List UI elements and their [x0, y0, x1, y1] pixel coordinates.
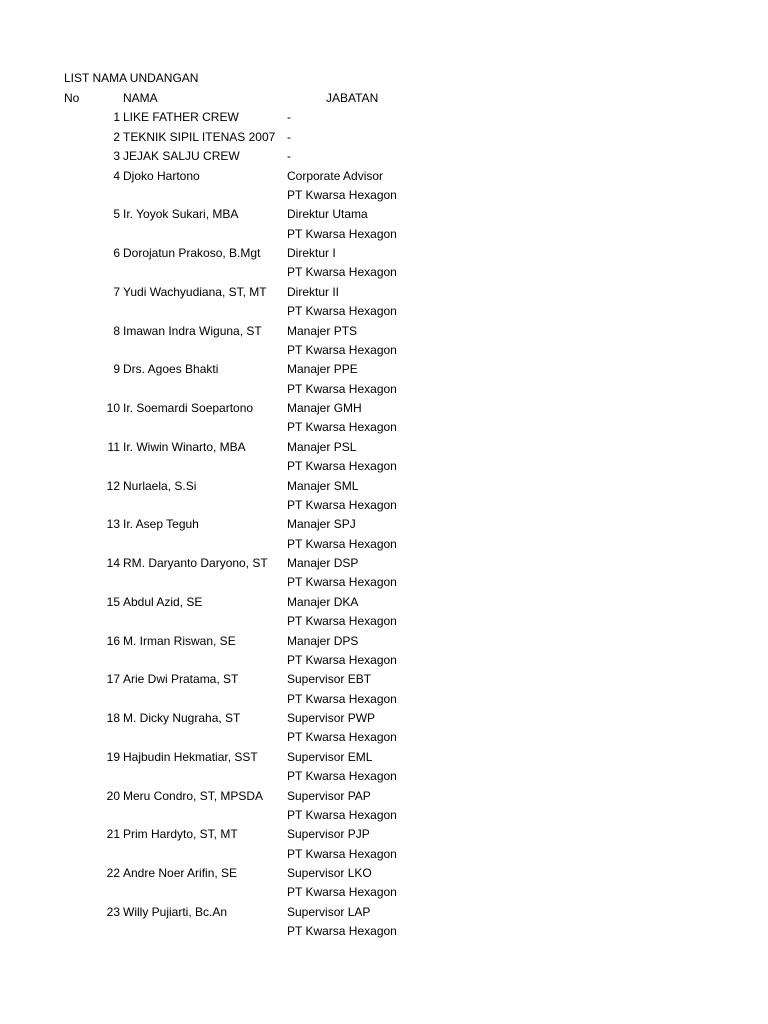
header-nama: NAMA: [123, 91, 158, 105]
row-name: Willy Pujiarti, Bc.An: [123, 904, 228, 919]
row-position: Supervisor PWP: [287, 711, 376, 725]
row-company: PT Kwarsa Hexagon: [287, 730, 397, 745]
list-item: [0, 709, 768, 747]
row-company: PT Kwarsa Hexagon: [287, 652, 397, 667]
list-item: [0, 515, 768, 553]
row-number: 17: [106, 672, 120, 687]
row-position: Direktur Utama: [287, 207, 368, 222]
row-position: Manajer SPJ: [287, 517, 356, 532]
list-item: [0, 477, 768, 515]
row-company: PT Kwarsa Hexagon: [287, 885, 397, 900]
list-item: [0, 360, 768, 398]
row-name: Prim Hardyto, ST, MT: [123, 827, 238, 842]
row-name: JEJAK SALJU CREW: [123, 149, 240, 163]
row-position: Supervisor PAP: [287, 788, 371, 803]
list-item: [0, 283, 768, 321]
list-item: [0, 825, 768, 863]
row-company: PT Kwarsa Hexagon: [287, 304, 397, 319]
row-number: 22: [106, 866, 120, 880]
list-item: [0, 205, 768, 243]
row-name: Meru Condro, ST, MPSDA: [123, 788, 264, 803]
row-name: LIKE FATHER CREW: [123, 110, 239, 124]
header-jabatan: JABATAN: [326, 91, 379, 105]
list-item: [0, 438, 768, 476]
row-number: 21: [106, 827, 120, 842]
row-number: 4: [113, 168, 120, 183]
row-position: Manajer DSP: [287, 556, 359, 570]
row-name: Dorojatun Prakoso, B.Mgt: [123, 246, 261, 260]
row-position: Manajer PTS: [287, 323, 358, 338]
row-position: -: [287, 110, 291, 124]
row-company: PT Kwarsa Hexagon: [287, 575, 397, 590]
row-name: M. Dicky Nugraha, ST: [123, 711, 241, 725]
row-number: 2: [113, 129, 120, 144]
row-position: Manajer GMH: [287, 401, 362, 415]
row-name: Andre Noer Arifin, SE: [123, 866, 238, 880]
row-number: 10: [106, 401, 120, 415]
row-number: 14: [106, 556, 120, 570]
row-company: PT Kwarsa Hexagon: [287, 381, 397, 396]
list-item: [0, 399, 768, 437]
list-item: [0, 864, 768, 902]
row-number: 18: [106, 711, 120, 725]
row-name: Drs. Agoes Bhakti: [123, 362, 219, 377]
row-position: Direktur II: [287, 284, 340, 299]
row-company: PT Kwarsa Hexagon: [287, 187, 397, 202]
row-number: 1: [113, 110, 120, 124]
row-number: 16: [106, 633, 120, 648]
list-item: [0, 554, 768, 592]
row-number: 15: [106, 594, 120, 609]
list-item: [0, 632, 768, 670]
row-position: Supervisor PJP: [287, 827, 370, 842]
row-company: PT Kwarsa Hexagon: [287, 342, 397, 357]
row-number: 20: [106, 788, 120, 803]
row-company: PT Kwarsa Hexagon: [287, 536, 397, 551]
row-name: Arie Dwi Pratama, ST: [123, 672, 239, 687]
row-position: Supervisor LKO: [287, 866, 372, 880]
row-company: PT Kwarsa Hexagon: [287, 497, 397, 512]
row-position: Manajer PPE: [287, 362, 358, 377]
row-company: PT Kwarsa Hexagon: [287, 691, 397, 706]
row-position: Manajer PSL: [287, 439, 357, 454]
row-company: PT Kwarsa Hexagon: [287, 769, 397, 784]
row-name: Djoko Hartono: [123, 168, 200, 183]
row-name: Hajbudin Hekmatiar, SST: [123, 749, 258, 764]
list-item: [0, 322, 768, 360]
row-position: Manajer SML: [287, 478, 359, 493]
row-company: PT Kwarsa Hexagon: [287, 420, 397, 435]
row-number: 13: [106, 517, 120, 532]
row-company: PT Kwarsa Hexagon: [287, 846, 397, 861]
row-position: Direktur I: [287, 246, 336, 260]
row-name: Imawan Indra Wiguna, ST: [123, 323, 262, 338]
row-name: Abdul Azid, SE: [123, 594, 203, 609]
list-item: [0, 167, 768, 205]
row-name: Ir. Asep Teguh: [123, 517, 199, 532]
row-company: PT Kwarsa Hexagon: [287, 924, 397, 939]
list-item: [0, 748, 768, 786]
row-position: Supervisor EML: [287, 749, 373, 764]
row-position: Manajer DPS: [287, 633, 359, 648]
row-position: Corporate Advisor: [287, 168, 384, 183]
row-name: RM. Daryanto Daryono, ST: [123, 556, 268, 570]
row-company: PT Kwarsa Hexagon: [287, 614, 397, 629]
list-item: [0, 787, 768, 825]
list-item: [0, 670, 768, 708]
row-number: 9: [113, 362, 120, 377]
list-item: [0, 244, 768, 282]
row-number: 19: [106, 749, 120, 764]
row-name: TEKNIK SIPIL ITENAS 2007: [123, 129, 276, 144]
row-name: Yudi Wachyudiana, ST, MT: [123, 284, 267, 299]
row-name: Nurlaela, S.Si: [123, 478, 197, 493]
row-company: PT Kwarsa Hexagon: [287, 807, 397, 822]
row-number: 23: [106, 904, 120, 919]
header-no: No: [64, 91, 80, 105]
row-name: Ir. Yoyok Sukari, MBA: [123, 207, 239, 222]
row-position: -: [287, 129, 291, 144]
row-company: PT Kwarsa Hexagon: [287, 459, 397, 474]
list-item: [0, 593, 768, 631]
row-name: Ir. Wiwin Winarto, MBA: [123, 439, 246, 454]
document-title: LIST NAMA UNDANGAN: [64, 71, 199, 85]
row-number: 12: [106, 478, 120, 493]
row-position: -: [287, 149, 291, 163]
row-company: PT Kwarsa Hexagon: [287, 226, 397, 241]
row-number: 11: [107, 439, 120, 454]
row-company: PT Kwarsa Hexagon: [287, 265, 397, 280]
row-name: M. Irman Riswan, SE: [123, 633, 236, 648]
row-position: Supervisor EBT: [287, 672, 372, 687]
row-number: 3: [113, 149, 120, 163]
row-name: Ir. Soemardi Soepartono: [123, 401, 254, 415]
list-item: [0, 903, 768, 941]
row-number: 5: [113, 207, 120, 222]
row-position: Manajer DKA: [287, 594, 359, 609]
row-position: Supervisor LAP: [287, 904, 371, 919]
row-number: 8: [113, 323, 120, 338]
row-number: 7: [113, 284, 120, 299]
row-number: 6: [113, 246, 120, 260]
